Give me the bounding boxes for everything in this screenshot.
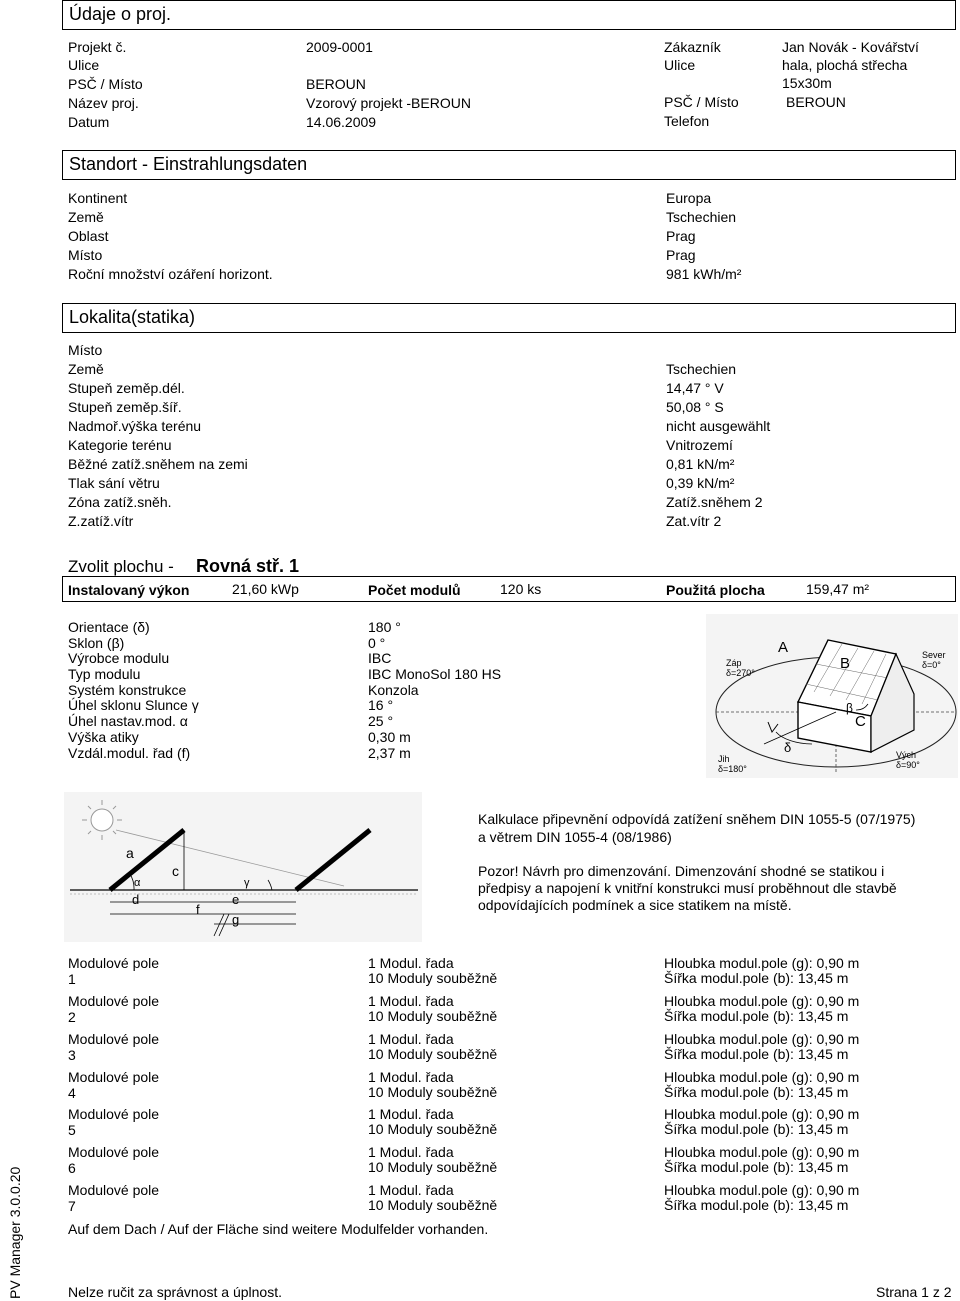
field-rows: 1 Modul. řada	[368, 955, 454, 971]
label-g: g	[232, 912, 240, 927]
statics-value: Zatíž.sněhem 2	[666, 494, 763, 510]
south-label: Jih	[718, 754, 730, 764]
project-section-header	[62, 0, 956, 30]
area-value: 159,47 m²	[806, 581, 870, 597]
warning-line-1: Pozor! Návrh pro dimenzování. Dimenzování shodné se statikou i	[478, 863, 885, 879]
field-width: Šířka modul.pole (b): 13,45 m	[664, 1197, 849, 1213]
customer-label: Ulice	[664, 57, 696, 73]
field-label: Modulové pole	[68, 1069, 160, 1085]
statics-value: 0,39 kN/m²	[666, 475, 735, 491]
field-modules: 10 Moduly souběžně	[368, 1121, 498, 1137]
label-f: f	[196, 902, 200, 917]
orientation-label: Typ modulu	[68, 666, 141, 682]
field-width: Šířka modul.pole (b): 13,45 m	[664, 1084, 849, 1100]
location-section-header	[62, 150, 956, 180]
project-city: BEROUN	[306, 76, 366, 92]
location-label: Roční množství ozáření horizont.	[68, 266, 273, 282]
power-value: 21,60 kWp	[232, 581, 299, 597]
location-value: Tschechien	[666, 209, 737, 225]
statics-value: Tschechien	[666, 361, 737, 377]
field-rows: 1 Modul. řada	[368, 1144, 454, 1160]
calc-note-line-1: Kalkulace připevnění odpovídá zatížení sněhem DIN 1055-5 (07/1975)	[478, 811, 916, 827]
customer-street: hala, plochá střecha	[782, 57, 908, 73]
field-depth: Hloubka modul.pole (g): 0,90 m	[664, 955, 860, 971]
location-value: Prag	[666, 228, 696, 244]
more-fields-note: Auf dem Dach / Auf der Fläche sind weitere Modulfelder vorhanden.	[68, 1221, 489, 1237]
field-rows: 1 Modul. řada	[368, 1182, 454, 1198]
label-gamma: γ	[244, 877, 250, 889]
area-label: Použitá plocha	[666, 582, 765, 598]
modules-value: 120 ks	[500, 581, 542, 597]
field-number: 7	[68, 1198, 76, 1214]
statics-label: Stupeň zeměp.dél.	[68, 380, 185, 396]
field-modules: 10 Moduly souběžně	[368, 970, 498, 986]
label-d: d	[132, 892, 140, 907]
calc-note-line-2: a větrem DIN 1055-4 (08/1986)	[478, 829, 672, 845]
project-label: PSČ / Místo	[68, 76, 143, 92]
orientation-value: IBC MonoSol 180 HS	[368, 666, 502, 682]
page-number: Strana 1 z 2	[876, 1284, 952, 1300]
field-width: Šířka modul.pole (b): 13,45 m	[664, 1121, 849, 1137]
statics-label: Zóna zatíž.sněh.	[68, 494, 172, 510]
label-a: a	[126, 845, 134, 861]
project-label: Ulice	[68, 57, 100, 73]
statics-value: Vnitrozemí	[666, 437, 733, 453]
label-a: A	[778, 639, 789, 656]
section-title: Údaje o proj.	[69, 4, 172, 24]
orientation-label: Vzdál.modul. řad (f)	[68, 745, 191, 761]
statics-value: 14,47 ° V	[666, 380, 724, 396]
field-modules: 10 Moduly souběžně	[368, 1084, 498, 1100]
field-rows: 1 Modul. řada	[368, 993, 454, 1009]
field-depth: Hloubka modul.pole (g): 0,90 m	[664, 1031, 860, 1047]
field-label: Modulové pole	[68, 955, 160, 971]
field-modules: 10 Moduly souběžně	[368, 1159, 498, 1175]
field-label: Modulové pole	[68, 1031, 160, 1047]
field-rows: 1 Modul. řada	[368, 1106, 454, 1122]
north-label: Sever	[922, 650, 946, 660]
modules-label: Počet modulů	[368, 582, 461, 598]
east-degree: δ=90°	[896, 760, 920, 770]
customer-street-2: 15x30m	[782, 75, 832, 91]
software-version: PV Manager 3.0.0.20	[7, 1166, 23, 1299]
label-beta: β	[846, 701, 853, 715]
power-label: Instalovaný výkon	[68, 582, 190, 598]
field-width: Šířka modul.pole (b): 13,45 m	[664, 1008, 849, 1024]
warning-line-3: odpovídajících podmínek a sice statikem na místě.	[478, 897, 792, 913]
statics-label: Tlak sání větru	[68, 475, 160, 491]
field-width: Šířka modul.pole (b): 13,45 m	[664, 1046, 849, 1062]
orientation-label: Úhel nastav.mod. α	[68, 713, 188, 729]
location-label: Země	[68, 209, 104, 225]
field-modules: 10 Moduly souběžně	[368, 1197, 498, 1213]
field-width: Šířka modul.pole (b): 13,45 m	[664, 1159, 849, 1175]
orientation-value: Konzola	[368, 682, 419, 698]
field-depth: Hloubka modul.pole (g): 0,90 m	[664, 1069, 860, 1085]
project-number: 2009-0001	[306, 39, 373, 55]
west-degree: δ=270°	[726, 668, 755, 678]
orientation-label: Úhel sklonu Slunce γ	[68, 697, 199, 713]
area-prefix: Zvolit plochu -	[68, 557, 174, 576]
field-label: Modulové pole	[68, 1106, 160, 1122]
orientation-label: Sklon (β)	[68, 635, 125, 651]
statics-value: nicht ausgewählt	[666, 418, 771, 434]
orientation-value: 2,37 m	[368, 745, 411, 761]
project-label: Název proj.	[68, 95, 139, 111]
orientation-value: 0 °	[368, 635, 386, 651]
field-number: 4	[68, 1085, 76, 1101]
customer-city: BEROUN	[786, 94, 846, 110]
orientation-value: 180 °	[368, 619, 401, 635]
warning-line-2: předpisy a napojení k vnitřní konstrukci musí proběhnout dle stavbě	[478, 880, 897, 896]
project-label: Datum	[68, 114, 110, 130]
location-label: Místo	[68, 247, 103, 263]
row-spacing-diagram	[64, 792, 422, 942]
field-modules: 10 Moduly souběžně	[368, 1046, 498, 1062]
label-c: c	[172, 863, 179, 879]
project-name: Vzorový projekt -BEROUN	[306, 95, 471, 111]
customer-label: PSČ / Místo	[664, 94, 739, 110]
field-number: 2	[68, 1009, 76, 1025]
statics-label: Běžné zatíž.sněhem na zemi	[68, 456, 248, 472]
field-width: Šířka modul.pole (b): 13,45 m	[664, 970, 849, 986]
customer-label: Zákazník	[664, 39, 721, 55]
customer-name: Jan Novák - Kovářství	[782, 39, 919, 55]
orientation-value: IBC	[368, 650, 392, 666]
location-value: Prag	[666, 247, 696, 263]
statics-value: 0,81 kN/m²	[666, 456, 735, 472]
location-value: Europa	[666, 190, 712, 206]
field-rows: 1 Modul. řada	[368, 1031, 454, 1047]
east-label: Vých	[896, 750, 917, 760]
orientation-label: Výška atiky	[68, 729, 139, 745]
field-number: 5	[68, 1122, 76, 1138]
orientation-value: 0,30 m	[368, 729, 411, 745]
field-depth: Hloubka modul.pole (g): 0,90 m	[664, 1106, 860, 1122]
statics-label: Místo	[68, 342, 103, 358]
section-title: Standort - Einstrahlungsdaten	[69, 154, 308, 174]
location-value: 981 kWh/m²	[666, 266, 742, 282]
orientation-value: 16 °	[368, 697, 394, 713]
statics-label: Kategorie terénu	[68, 437, 172, 453]
statics-label: Země	[68, 361, 104, 377]
roof-orientation-diagram	[706, 614, 958, 778]
statics-label: Stupeň zeměp.šíř.	[68, 399, 182, 415]
field-depth: Hloubka modul.pole (g): 0,90 m	[664, 993, 860, 1009]
orientation-label: Výrobce modulu	[68, 650, 170, 666]
label-e: e	[232, 892, 240, 907]
field-label: Modulové pole	[68, 1144, 160, 1160]
area-name: Rovná stř. 1	[196, 556, 300, 576]
location-label: Kontinent	[68, 190, 128, 206]
statics-value: Zat.vítr 2	[666, 513, 722, 529]
location-label: Oblast	[68, 228, 109, 244]
project-date: 14.06.2009	[306, 114, 377, 130]
footer-disclaimer: Nelze ručit za správnost a úplnost.	[68, 1284, 282, 1300]
west-label: Záp	[726, 658, 742, 668]
field-depth: Hloubka modul.pole (g): 0,90 m	[664, 1144, 860, 1160]
project-label: Projekt č.	[68, 39, 127, 55]
south-degree: δ=180°	[718, 764, 747, 774]
field-number: 3	[68, 1047, 76, 1063]
orientation-value: 25 °	[368, 713, 394, 729]
label-b: B	[840, 655, 851, 672]
orientation-label: Systém konstrukce	[68, 682, 187, 698]
label-c: C	[855, 713, 866, 730]
statics-section-header	[62, 303, 956, 333]
customer-label: Telefon	[664, 113, 710, 129]
statics-label: Nadmoř.výška terénu	[68, 418, 202, 434]
field-modules: 10 Moduly souběžně	[368, 1008, 498, 1024]
north-degree: δ=0°	[922, 660, 941, 670]
orientation-label: Orientace (δ)	[68, 619, 150, 635]
field-rows: 1 Modul. řada	[368, 1069, 454, 1085]
field-label: Modulové pole	[68, 993, 160, 1009]
field-depth: Hloubka modul.pole (g): 0,90 m	[664, 1182, 860, 1198]
section-title: Lokalita(statika)	[69, 307, 196, 327]
statics-label: Z.zatíž.vítr	[68, 513, 134, 529]
statics-value: 50,08 ° S	[666, 399, 724, 415]
field-number: 6	[68, 1160, 76, 1176]
field-number: 1	[68, 971, 76, 987]
label-delta: δ	[784, 740, 792, 755]
field-label: Modulové pole	[68, 1182, 160, 1198]
label-alpha: α	[134, 877, 141, 889]
